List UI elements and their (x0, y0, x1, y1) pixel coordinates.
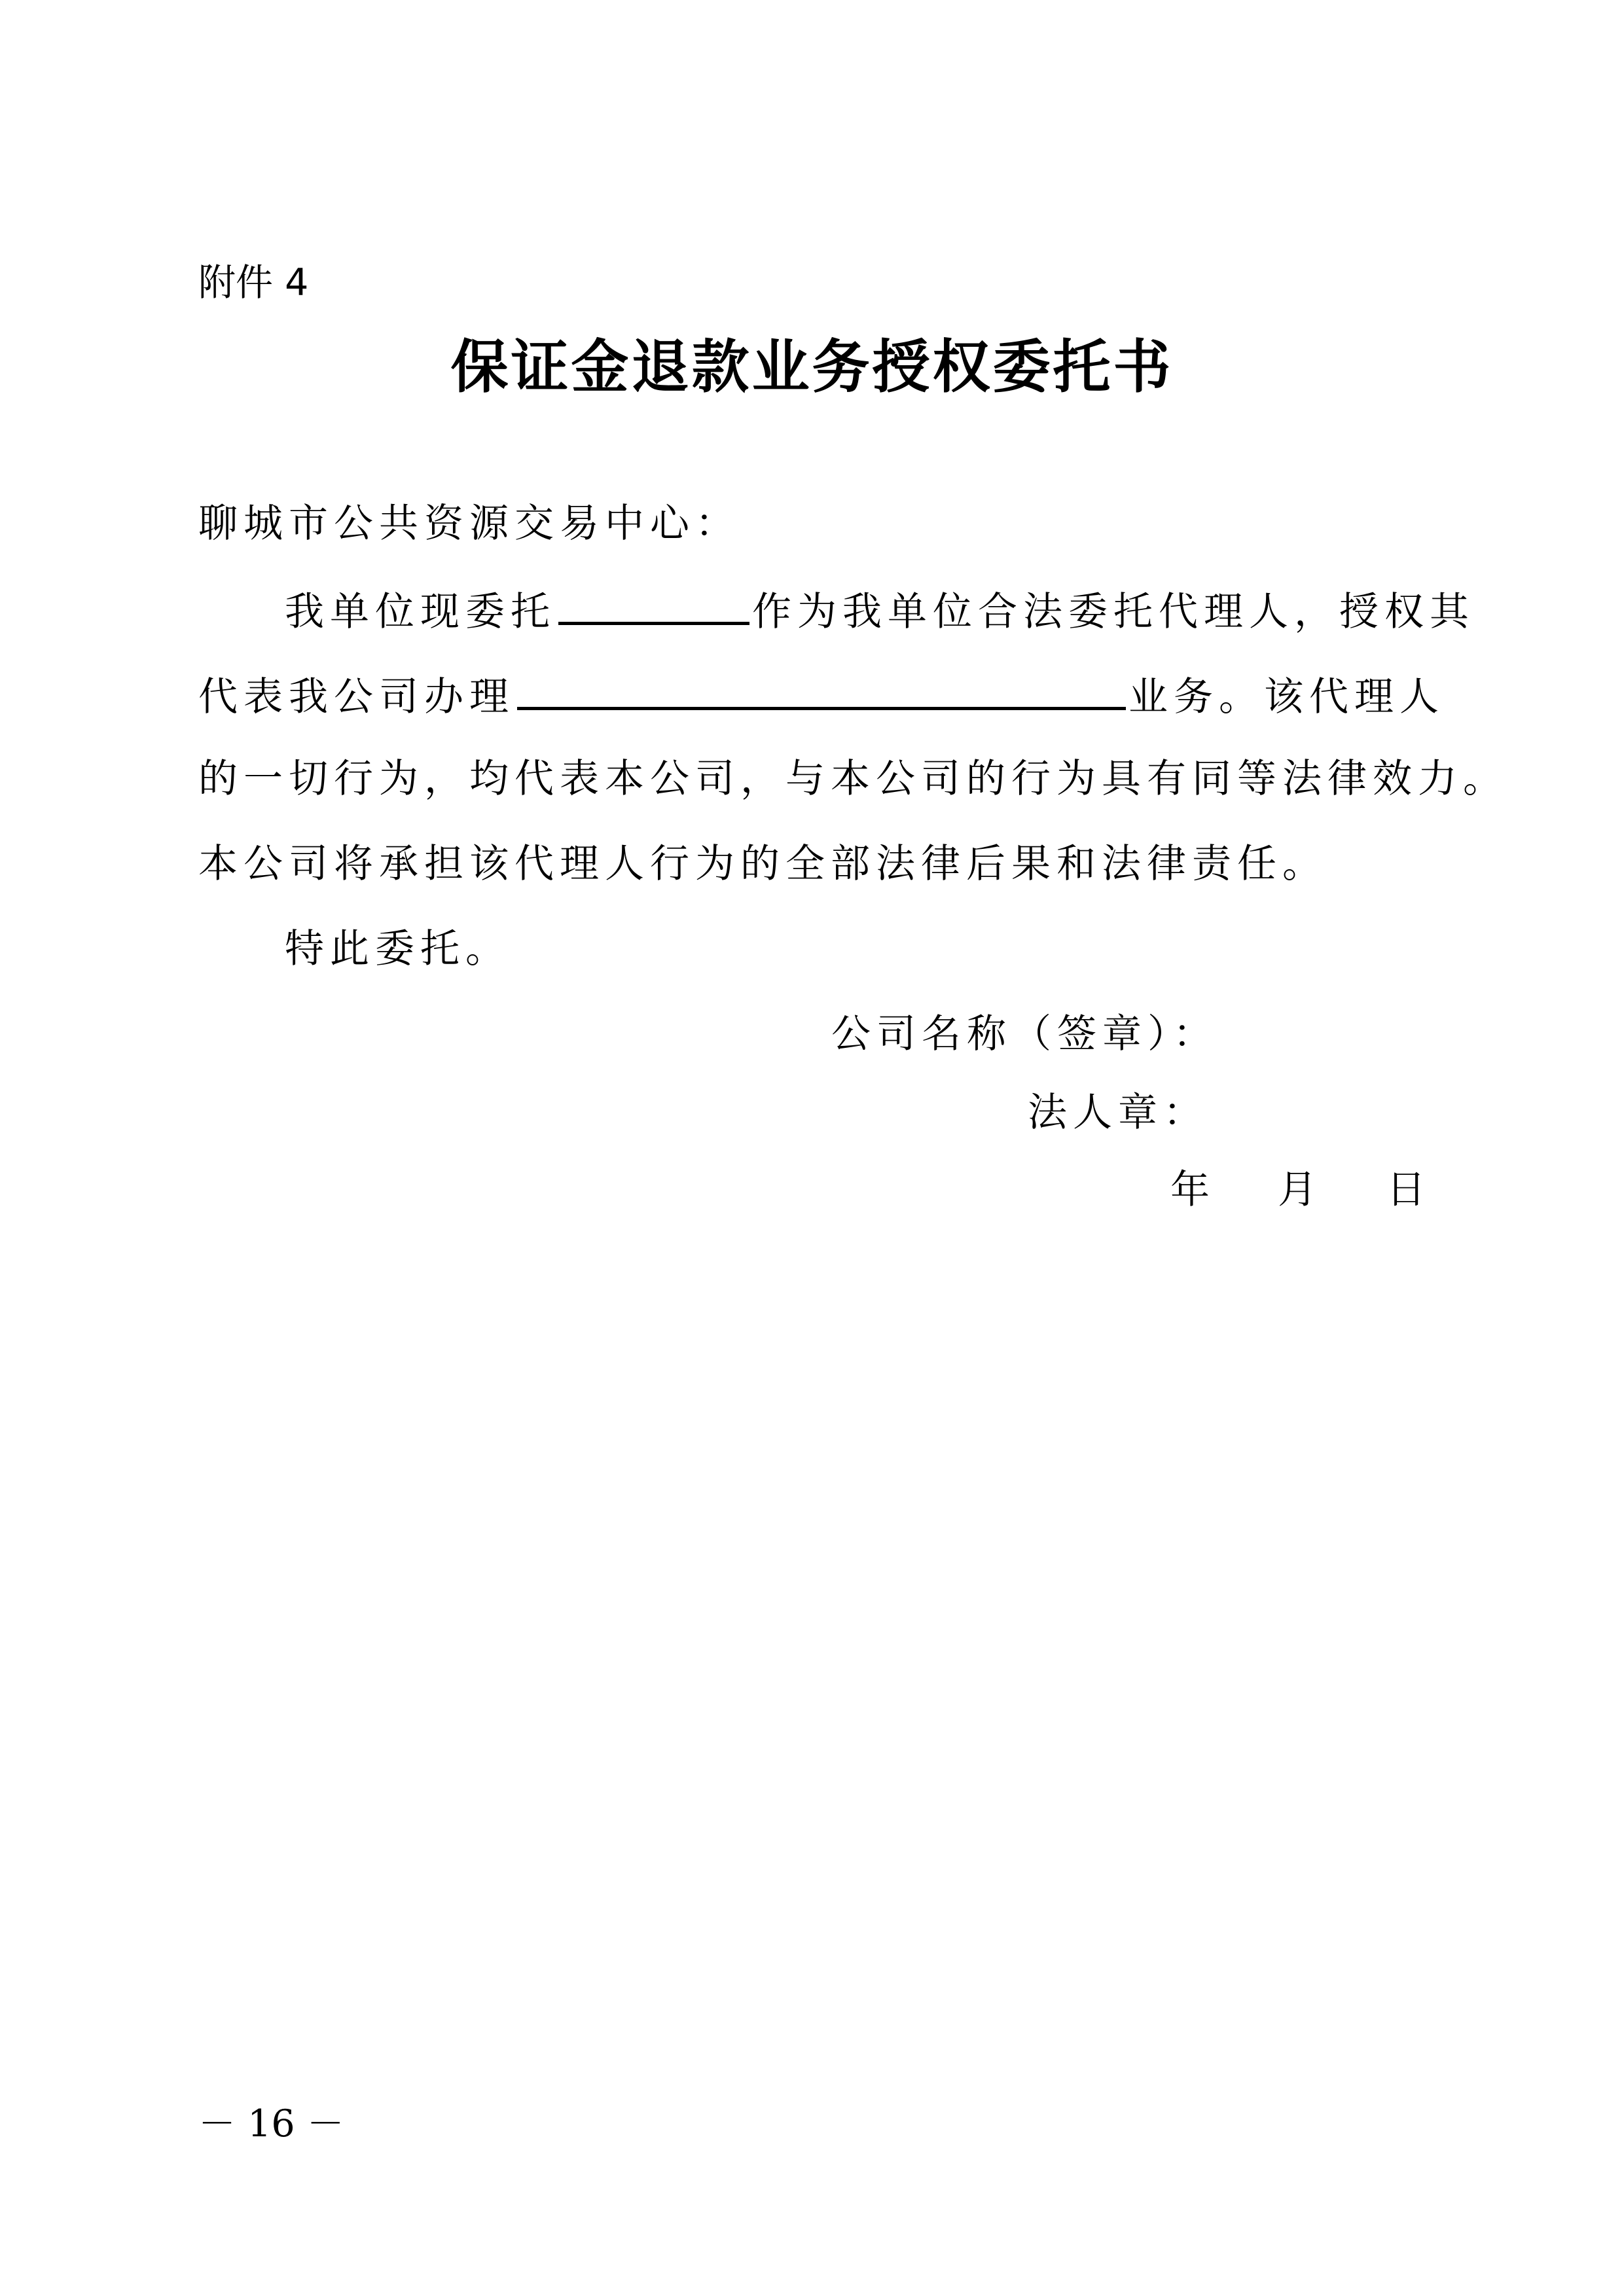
attachment-label: 附件 4 (198, 261, 309, 304)
line1-text-after: 作为我单位合法委托代理人，授权其 (752, 589, 1475, 635)
closing-text: 特此委托。 (285, 926, 511, 972)
line1-text-before: 我单位现委托 (285, 589, 556, 635)
paragraph-line-3: 的一切行为，均代表本公司，与本公司的行为具有同等法律效力。 (198, 756, 1508, 802)
date-day-label: 日 (1386, 1167, 1426, 1213)
paragraph-line-2 (198, 668, 1445, 723)
page-number: － 16 － (198, 2102, 344, 2145)
paragraph-line-4: 本公司将承担该代理人行为的全部法律后果和法律责任。 (198, 841, 1327, 887)
paragraph-line-1 (285, 583, 1475, 638)
line2-text-before: 代表我公司办理 (198, 674, 514, 720)
agent-name-blank (558, 583, 749, 625)
date-year-label: 年 (1170, 1167, 1210, 1213)
document-title: 保证金退款业务授权委托书 (450, 332, 1174, 401)
addressee: 聊城市公共资源交易中心： (198, 501, 740, 547)
line2-text-after: 业务。该代理人 (1128, 674, 1445, 720)
business-type-blank (517, 668, 1126, 710)
legal-seal-label: 法人章： (1028, 1090, 1208, 1136)
company-signature-label: 公司名称（签章）： (831, 1011, 1218, 1057)
date-month-label: 月 (1278, 1167, 1317, 1213)
